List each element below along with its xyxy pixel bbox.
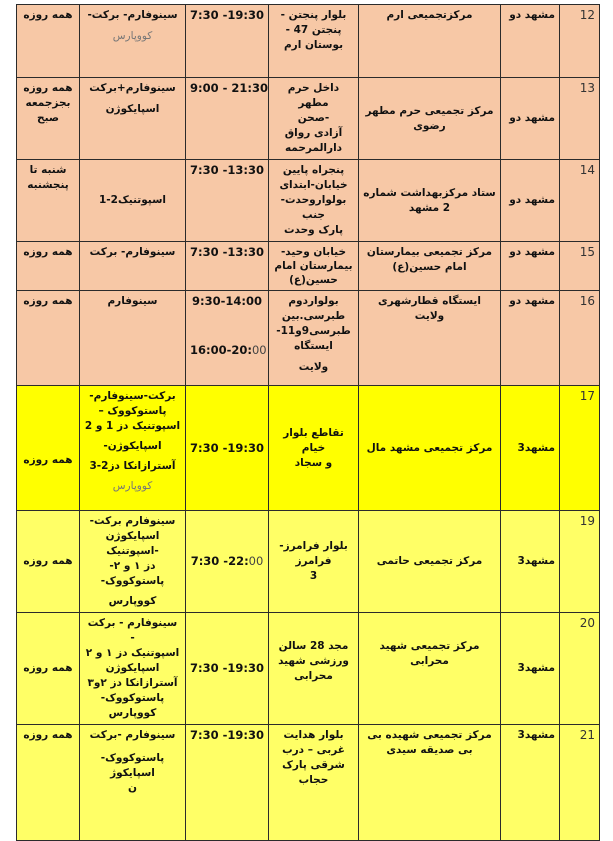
address-cell: مجد 28 سالن ورزشی شهید محرابی xyxy=(269,613,359,725)
row-number: 14 xyxy=(560,160,600,242)
table-row xyxy=(17,511,600,613)
city-cell: مشهد دو xyxy=(501,160,560,242)
table-row xyxy=(17,78,600,160)
days-cell: همه روزه بجزجمعه صبح xyxy=(17,78,80,160)
row-number: 21 xyxy=(560,725,600,841)
row-number: 17 xyxy=(560,386,600,511)
table-row xyxy=(17,725,600,841)
vaccine-cell: سینوفارم xyxy=(80,291,186,386)
center-cell: مرکز تجمیعی بیمارستان امام حسین(ع) xyxy=(359,242,501,291)
time-cell: 7:30 -22:00 xyxy=(186,511,269,613)
address-cell: بلوار هدایت غربی – درب شرقی پارک حجاب xyxy=(269,725,359,841)
center-cell: مرکز تجمیعی مشهد مال xyxy=(359,386,501,511)
address-cell: خیابان وحید- بیمارستان امام حسین(ع) xyxy=(269,242,359,291)
center-cell: ستاد مرکزبهداشت شماره 2 مشهد xyxy=(359,160,501,242)
days-cell: همه روزه xyxy=(17,511,80,613)
row-number: 15 xyxy=(560,242,600,291)
time-cell: 7:30 -19:30 xyxy=(186,5,269,78)
city-cell: مشهد3 xyxy=(501,613,560,725)
address-cell: بولواردوم طبرسی.بین طبرسی9و11- ایستگاه ولایت xyxy=(269,291,359,386)
days-cell: همه روزه xyxy=(17,386,80,511)
city-cell: مشهد دو xyxy=(501,291,560,386)
table-row xyxy=(17,291,600,386)
row-number: 20 xyxy=(560,613,600,725)
city-cell: مشهد3 xyxy=(501,386,560,511)
vaccine-cell: سینوفارم- برکت xyxy=(80,242,186,291)
center-cell: مرکز تجمیعی شهیده بی بی صدیقه سیدی xyxy=(359,725,501,841)
vaccine-cell: برکت-سینوفارم- پاستوکووک – اسپوتنیک دز 1 و 2 اسپایکوژن- آسترازانکا دز2-3 کووپارس xyxy=(80,386,186,511)
center-cell: مرکز تجمیعی شهید محرابی xyxy=(359,613,501,725)
address-cell: تقاطع بلوار خیام و سجاد xyxy=(269,386,359,511)
center-cell: مرکز تجمیعی حاتمی xyxy=(359,511,501,613)
days-cell: همه روزه xyxy=(17,613,80,725)
vaccination-centers-table xyxy=(16,4,600,841)
time-cell: 7:30 -19:30 xyxy=(186,386,269,511)
days-cell: همه روزه xyxy=(17,5,80,78)
center-cell: مرکز تجمیعی حرم مطهر رضوی xyxy=(359,78,501,160)
time-cell: 7:30 -19:30 xyxy=(186,613,269,725)
city-cell: مشهد دو xyxy=(501,78,560,160)
address-cell: پنجراه پایین خیابان-ابتدای بولواروحدت-جنب پارک وحدت xyxy=(269,160,359,242)
time-cell: 7:30 -13:30 xyxy=(186,160,269,242)
vaccine-cell: سینوفارم- برکت- کووپارس xyxy=(80,5,186,78)
city-cell: مشهد دو xyxy=(501,242,560,291)
table-row xyxy=(17,386,600,511)
days-cell: همه روزه xyxy=(17,725,80,841)
center-cell: ایستگاه قطارشهری ولایت xyxy=(359,291,501,386)
row-number: 12 xyxy=(560,5,600,78)
city-cell: مشهد3 xyxy=(501,725,560,841)
time-cell: 7:30 -13:30 xyxy=(186,242,269,291)
table-row xyxy=(17,242,600,291)
city-cell: مشهد دو xyxy=(501,5,560,78)
address-cell: داخل حرم مطهر -صحن آزادی رواق دارالمرحمه xyxy=(269,78,359,160)
row-number: 16 xyxy=(560,291,600,386)
address-cell: بلوار فرامرز-فرامرز 3 xyxy=(269,511,359,613)
days-cell: همه روزه xyxy=(17,242,80,291)
table-row xyxy=(17,5,600,78)
vaccine-cell: سینوفارم -برکت پاستوکووک-اسپایکوژ ن xyxy=(80,725,186,841)
days-cell: شنبه تا پنجشنبه xyxy=(17,160,80,242)
time-cell: 9:30-14:00 16:00-20:00 xyxy=(186,291,269,386)
row-number: 13 xyxy=(560,78,600,160)
address-cell: بلوار پنجتن - پنجتن 47 - بوستان ارم xyxy=(269,5,359,78)
vaccine-cell: سینوفارم+برکت اسپایکوژن xyxy=(80,78,186,160)
vaccine-cell: سینوفارم برکت- اسپایکوژن -اسپوتنیک دز ۱ و ۲-پاستوکووک- کووپارس xyxy=(80,511,186,613)
vaccine-cell: سینوفارم - برکت - اسپوتنیک دز ۱ و ۲ اسپایکوژن آسترازانکا دز ۲و۳ پاستوکووک- کووپارس xyxy=(80,613,186,725)
city-cell: مشهد3 xyxy=(501,511,560,613)
table-row xyxy=(17,160,600,242)
time-cell: 9:00 - 21:30 xyxy=(186,78,269,160)
time-cell: 7:30 -19:30 xyxy=(186,725,269,841)
table-row xyxy=(17,613,600,725)
days-cell: همه روزه xyxy=(17,291,80,386)
row-number: 19 xyxy=(560,511,600,613)
vaccine-cell: اسپوتنیک2-1 xyxy=(80,160,186,242)
center-cell: مرکزتجمیعی ارم xyxy=(359,5,501,78)
